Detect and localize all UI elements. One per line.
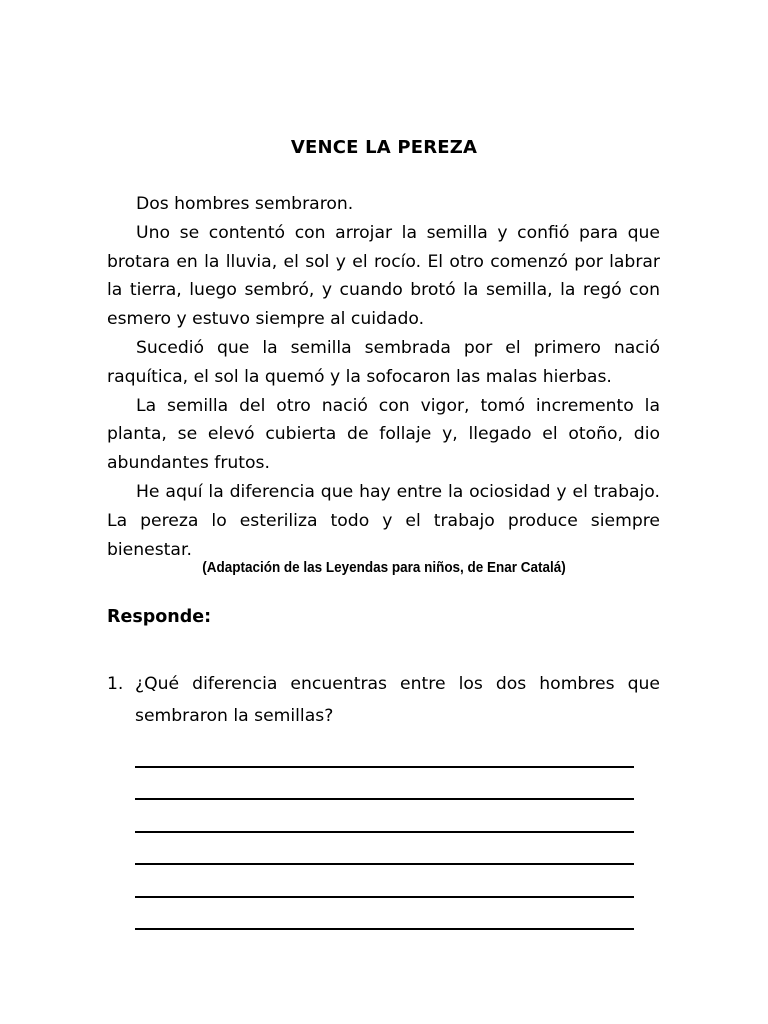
answer-line[interactable] [135,768,634,801]
answer-lines [135,735,634,930]
answer-line[interactable] [135,833,634,866]
source-citation: (Adaptación de las Leyendas para niños, de Enar Catalá) [202,560,566,576]
story-paragraph: Dos hombres sembraron. [136,194,354,214]
answer-line[interactable] [135,865,634,898]
story-paragraph: Uno se contentó con arrojar la semilla y confió para que brotara en la lluvia, el sol y el rocío. El otro comenzó por labrar la tierra, luego sembró, y cuando brotó la semilla, la regó con esmero y estuvo siempre al cuidado. [107,222,660,330]
respond-heading: Responde: [107,607,212,627]
story-paragraph: He aquí la diferencia que hay entre la ociosidad y el trabajo. La pereza lo esteriliza todo y el trabajo produce siempre bienestar. [107,481,660,560]
story-text [107,190,660,564]
question-item [107,668,660,732]
story-paragraph: La semilla del otro nació con vigor, tomó incremento la planta, se elevó cubierta de follaje y, llegado el otoño, dio abundantes frutos. [107,395,660,474]
story-paragraph: Sucedió que la semilla sembrada por el primero nació raquítica, el sol la quemó y la sofocaron las malas hierbas. [107,337,660,387]
answer-line[interactable] [135,898,634,931]
page-title: VENCE LA PEREZA [290,137,478,158]
answer-line[interactable] [135,735,634,768]
question-text: ¿Qué diferencia encuentras entre los dos hombres que sembraron la semillas? [135,674,660,726]
answer-line[interactable] [135,800,634,833]
question-number: 1. [107,674,124,694]
